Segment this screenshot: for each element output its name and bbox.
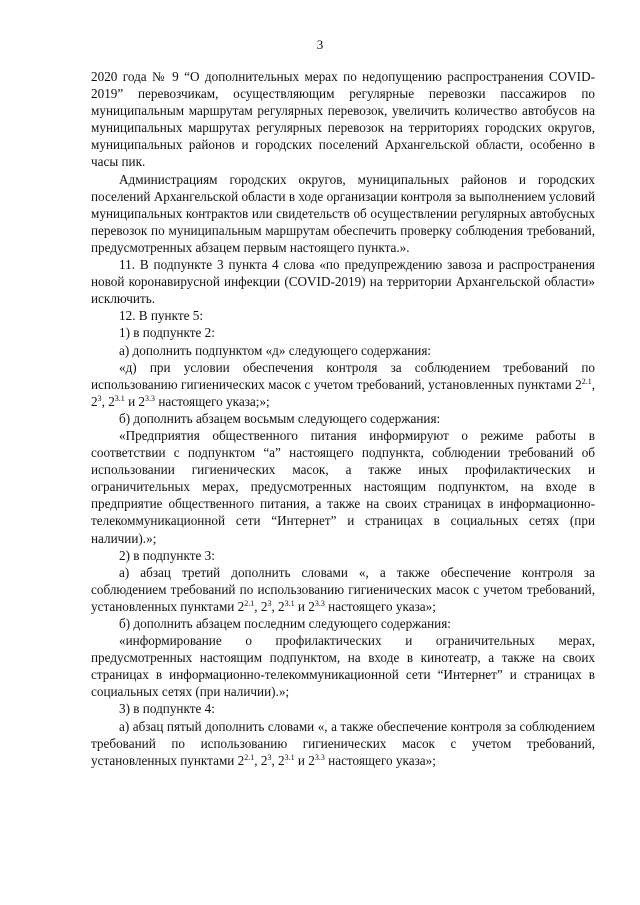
paragraph: б) дополнить абзацем последним следующего содержания: [119, 616, 451, 631]
paragraph: «Предприятия общественного питания информируют о режиме работы в соответствии с подпунктом “а” настоящего подпункта, соблюдении требований об использовании гигиенических масок, а также иных профилактических и ограничительных мерах, предусмотренных настоящим подпунктом, на входе в предприятие общественного питания, а также на своих страницах в информационно-телекоммуникационной сети “Интернет” и страницах в социальных сетях (при наличии).»; [91, 427, 595, 546]
superscript-index: 3.1 [114, 393, 125, 403]
superscript-index: 3.1 [284, 752, 295, 762]
text-run: «д) при условии обеспечения контроля за соблюдением требований по использованию гигиенических масок с учетом требований, установленных пунктами 2 [91, 359, 595, 392]
text-run: настоящего указа»; [324, 752, 436, 768]
text-run: , 2 [271, 598, 285, 614]
paragraph [91, 718, 595, 769]
paragraph: 2020 года № 9 “О дополнительных мерах по недопущению распространения COVID-2019” перевозчикам, осуществляющим регулярные перевозки пассажиров по муниципальным маршрутам регулярных перевозок, увеличить количество автобусов на муниципальных маршрутах регулярных перевозок на территориях городских округов, муниципальных районов и городских поселений Архангельской области, особенно в часы пик. [91, 69, 595, 170]
superscript-index: 3 [97, 393, 102, 403]
superscript-index: 3.3 [314, 752, 325, 762]
text-run: и 2 [294, 752, 315, 768]
text-run: , 2 [271, 752, 285, 768]
paragraph [91, 359, 595, 410]
text-run: , 2 [254, 598, 268, 614]
text-run: настоящего указа;»; [155, 393, 270, 409]
paragraph: 1) в подпункте 2: [119, 325, 215, 341]
paragraph: 3) в подпункте 4: [119, 701, 215, 717]
superscript-index: 3.3 [314, 598, 325, 608]
paragraph: 12. В пункте 5: [119, 308, 203, 324]
paragraph: 2) в подпункте 3: [119, 547, 215, 563]
superscript-index: 3.3 [145, 393, 156, 403]
superscript-index: 3 [267, 598, 272, 608]
text-run: , 2 [91, 376, 595, 409]
text-run: а) абзац третий дополнить словами «, а также обеспечение контроля за соблюдением требований по использованию гигиенических масок с учетом требований, установленных пунктами 2 [91, 564, 595, 614]
superscript-index: 2.1 [581, 376, 592, 386]
paragraph: «информирование о профилактических и ограничительных мерах, предусмотренных настоящим подпунктом, на входе в кинотеатр, а также на своих страницах в информационно-телекоммуникационной сети “Интернет” и страницах в социальных сетях (при наличии).»; [91, 633, 595, 700]
text-run: и 2 [124, 393, 146, 409]
text-run: , 2 [254, 752, 268, 768]
text-run: и 2 [294, 598, 315, 614]
paragraph: а) дополнить подпунктом «д» следующего содержания: [119, 342, 432, 358]
paragraph: б) дополнить абзацем восьмым следующего содержания: [119, 410, 441, 426]
superscript-index: 2.1 [244, 598, 255, 608]
superscript-index: 3 [267, 752, 272, 762]
paragraph: Администрациям городских округов, муниципальных районов и городских поселений Архангельской области в ходе организации контроля за выполнением условий муниципальных контрактов или свидетельств об осуществлении регулярных автобусных перевозок по муниципальным маршрутам обеспечить проверку соблюдения требований, предусмотренных абзацем первым настоящего пункта.». [91, 171, 595, 255]
text-run: настоящего указа»; [324, 598, 436, 614]
text-run: а) абзац пятый дополнить словами «, а также обеспечение контроля за соблюдением требований по использованию гигиенических масок с учетом требований, установленных пунктами 2 [91, 718, 595, 768]
superscript-index: 3.1 [284, 598, 295, 608]
paragraph [91, 564, 595, 615]
document-body [91, 68, 595, 769]
page-number: 3 [316, 37, 324, 52]
text-run: , 2 [101, 393, 115, 409]
paragraph: 11. В подпункте 3 пункта 4 слова «по предупреждению завоза и распространения новой коронавирусной инфекции (COVID-2019) на территории Архангельской области» исключить. [91, 257, 595, 307]
superscript-index: 2.1 [244, 752, 255, 762]
